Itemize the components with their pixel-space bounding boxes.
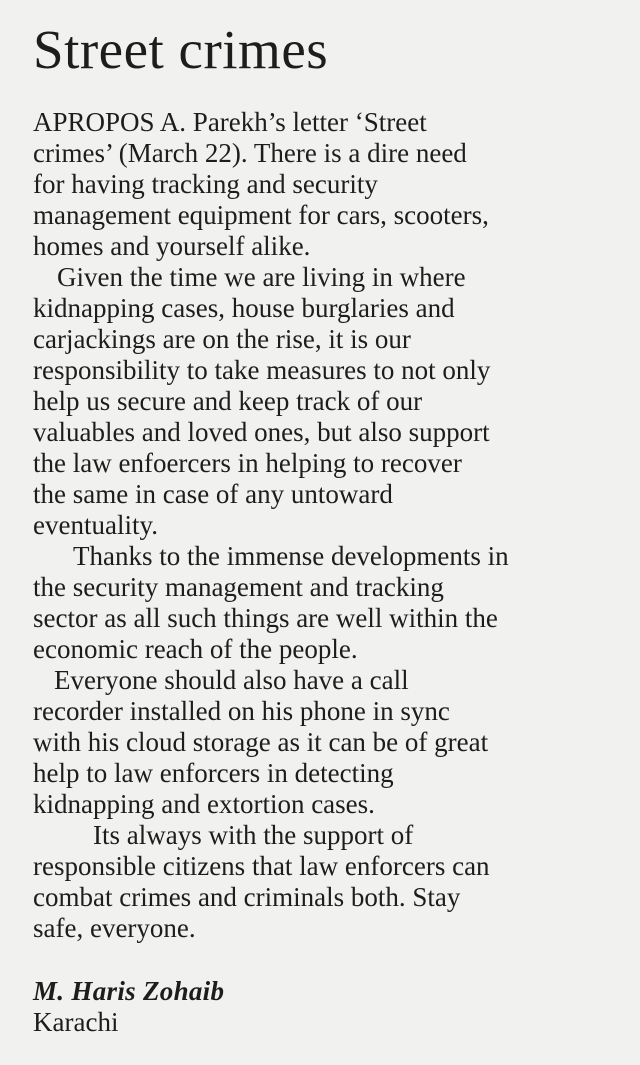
- letter-body: [33, 107, 622, 944]
- letter-line: Its always with the support of: [93, 820, 414, 850]
- letter-line: with his cloud storage as it can be of great: [33, 727, 489, 757]
- letter-line: combat crimes and criminals both. Stay: [33, 882, 461, 912]
- letter-line: for having tracking and security: [33, 169, 378, 199]
- letter-line: valuables and loved ones, but also support: [33, 417, 490, 447]
- letter-title: Street crimes: [33, 19, 329, 80]
- letter-line: kidnapping cases, house burglaries and: [33, 293, 455, 323]
- letter-paragraph: [33, 262, 622, 541]
- letter-paragraph: [33, 820, 622, 944]
- letter-line: kidnapping and extortion cases.: [33, 789, 375, 819]
- letter-line: Given the time we are living in where: [57, 262, 466, 292]
- letter-line: management equipment for cars, scooters,: [33, 200, 489, 230]
- letter-line: help to law enforcers in detecting: [33, 758, 394, 788]
- letter-author-city: Karachi: [33, 1007, 119, 1037]
- letter-signature: [33, 976, 622, 1038]
- letter-line: sector as all such things are well within the: [33, 603, 498, 633]
- letter-author-name: M. Haris Zohaib: [33, 976, 225, 1006]
- letter-line: crimes’ (March 22). There is a dire need: [33, 138, 467, 168]
- letter-line: the law enfoercers in helping to recover: [33, 448, 462, 478]
- letter-line: the same in case of any untoward: [33, 479, 393, 509]
- letter-paragraph: [33, 541, 622, 665]
- letter-line: Everyone should also have a call: [54, 665, 409, 695]
- letter-line: APROPOS A. Parekh’s letter ‘Street: [33, 107, 427, 137]
- letter-line: responsible citizens that law enforcers can: [33, 851, 490, 881]
- letter-line: responsibility to take measures to not only: [33, 355, 491, 385]
- letter-line: homes and yourself alike.: [33, 231, 311, 261]
- letter-line: eventuality.: [33, 510, 158, 540]
- letter-paragraph: [33, 107, 622, 262]
- letter-line: safe, everyone.: [33, 913, 196, 943]
- letter-line: economic reach of the people.: [33, 634, 358, 664]
- letter-paragraph: [33, 665, 622, 820]
- letter-line: carjackings are on the rise, it is our: [33, 324, 411, 354]
- letter-line: the security management and tracking: [33, 572, 444, 602]
- letter-line: recorder installed on his phone in sync: [33, 696, 450, 726]
- letter-line: help us secure and keep track of our: [33, 386, 423, 416]
- letter-line: Thanks to the immense developments in: [73, 541, 509, 571]
